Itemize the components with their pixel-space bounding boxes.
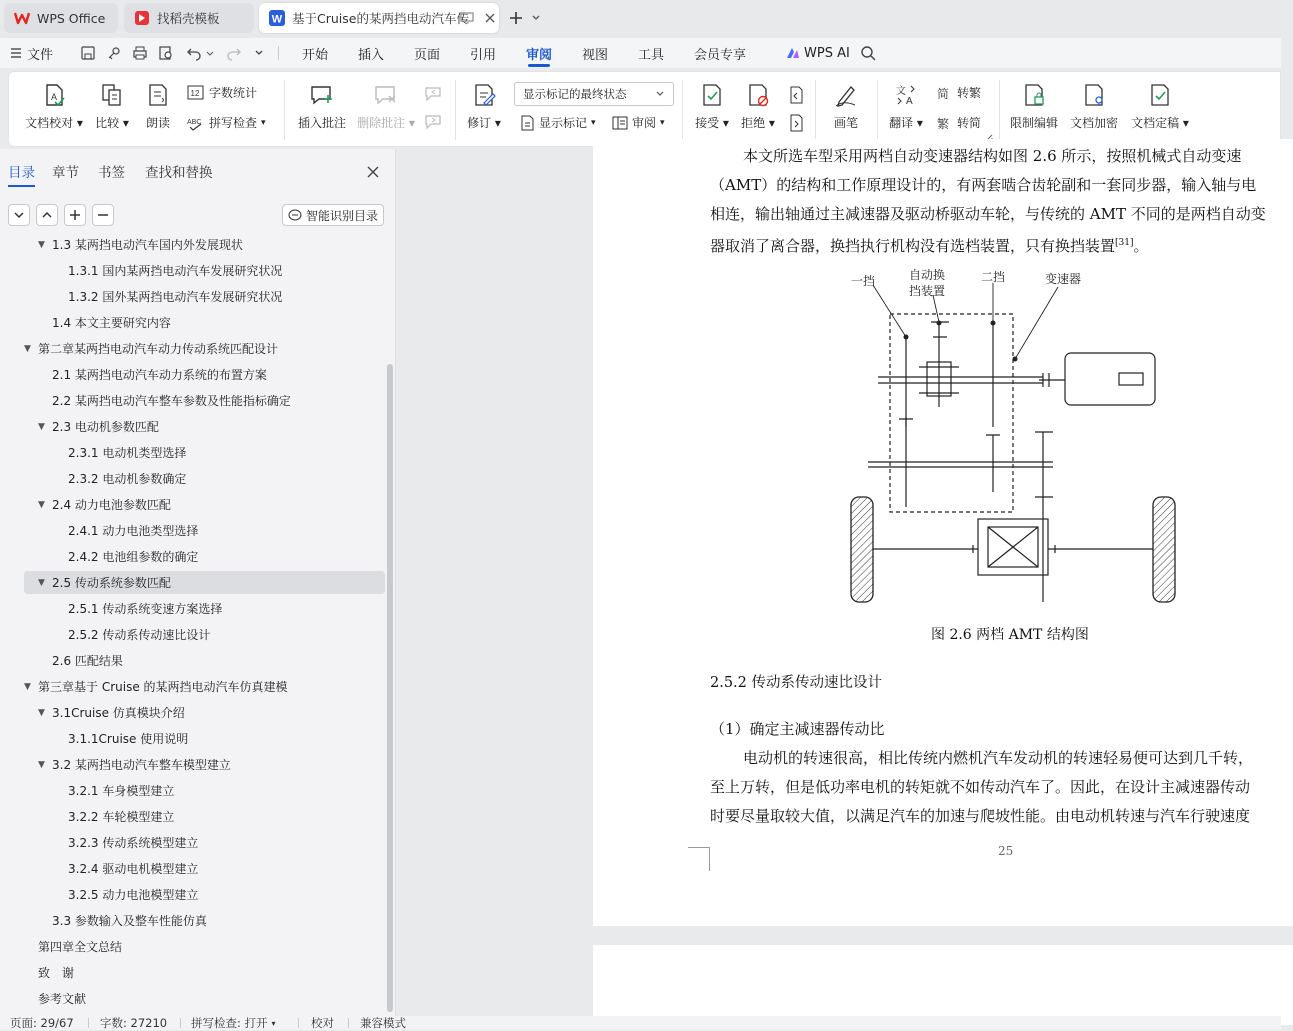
- compat-mode-indicator: 兼容模式: [360, 1016, 406, 1030]
- track-changes-button[interactable]: 修订 ▾: [465, 72, 503, 131]
- toc-item[interactable]: [24, 389, 385, 412]
- divider: [298, 1018, 299, 1028]
- toc-item[interactable]: [24, 987, 385, 1010]
- label-transmission: 变速器: [1045, 272, 1082, 286]
- svg-text:文: 文: [896, 86, 906, 97]
- to-traditional-label: 转繁: [957, 86, 982, 100]
- proofread-button[interactable]: A 文档校对 ▾: [23, 72, 85, 131]
- divider: [88, 1018, 89, 1028]
- toc-item-label: 2.5 传动系统参数匹配: [52, 576, 171, 590]
- key-icon[interactable]: [106, 45, 122, 61]
- expand-triangle-icon[interactable]: ▼: [38, 707, 45, 718]
- print-preview-icon[interactable]: [158, 45, 174, 61]
- toc-item[interactable]: [24, 831, 385, 854]
- toc-item-label: 2.5.1 传动系统变速方案选择: [68, 602, 223, 616]
- citation[interactable]: [31]: [1115, 238, 1134, 248]
- compare-button[interactable]: 比较 ▾: [91, 72, 133, 131]
- motor-terminal: [1119, 373, 1143, 385]
- toc-item[interactable]: [24, 805, 385, 828]
- document-page: [593, 139, 1293, 926]
- toc-item-label: 2.3.1 电动机类型选择: [68, 446, 187, 460]
- tab-find-replace[interactable]: 查找和替换: [145, 165, 213, 181]
- menu-item-insert[interactable]: 插入: [358, 47, 385, 63]
- close-pane-icon[interactable]: [366, 165, 380, 179]
- toc-item-label: 3.2 某两挡电动汽车整车模型建立: [52, 758, 231, 772]
- para2-line2: 至上万转，但是低功率电机的转矩就不如传动汽车了。因此，在设计主减速器传动: [710, 778, 1251, 796]
- toc-item[interactable]: [24, 545, 385, 568]
- spell-check-indicator[interactable]: [191, 1016, 276, 1030]
- toc-item[interactable]: [24, 285, 385, 308]
- toc-item-label: 3.1Cruise 仿真模块介绍: [52, 706, 185, 720]
- proofread-icon: [41, 82, 67, 108]
- to-traditional-button[interactable]: [937, 84, 981, 101]
- counter-shaft: [868, 462, 1053, 467]
- title-bar: [0, 0, 1281, 38]
- toc-item-label: 第二章某两挡电动汽车动力传动系统匹配设计: [38, 342, 279, 356]
- margin-mark: [688, 847, 710, 871]
- expand-triangle-icon[interactable]: ▼: [38, 421, 45, 432]
- group-divider: [815, 80, 816, 140]
- spell-status-label: 拼写检查: 打开: [191, 1016, 268, 1030]
- encrypt-button[interactable]: [1069, 72, 1119, 131]
- track-changes-icon: [471, 82, 497, 108]
- hamburger-icon: [10, 47, 22, 59]
- proofread-label: 文档校对: [25, 116, 74, 130]
- toc-item-label: 参考文献: [38, 992, 87, 1006]
- toc-item-label: 1.3.2 国外某两挡电动汽车发展研究状况: [68, 290, 283, 304]
- show-markup-icon: [519, 115, 535, 131]
- para1-end: 。: [1133, 237, 1149, 255]
- left-wheel: [851, 497, 873, 602]
- wps-logo-icon: [14, 10, 30, 26]
- motor-body: [1065, 353, 1155, 405]
- tab-bookmarks[interactable]: 书签: [98, 165, 125, 181]
- add-heading-button[interactable]: [64, 204, 86, 226]
- menu-item-member[interactable]: 会员专享: [694, 47, 747, 63]
- para1-line4: [710, 229, 1149, 261]
- toc-item-label: 3.2.3 传动系统模型建立: [68, 836, 199, 850]
- toc-item[interactable]: [24, 441, 385, 464]
- tab-templates[interactable]: [124, 3, 254, 33]
- word-count-icon: [187, 85, 205, 101]
- svg-text:A: A: [906, 96, 913, 107]
- para1-line3: 相连，输出轴通过主减速器及驱动桥驱动车轮，与传统的 AMT 不同的是两档自动变: [710, 205, 1266, 223]
- delete-comment-button[interactable]: 删除批注 ▾: [355, 72, 417, 131]
- divider: [278, 46, 279, 60]
- tab-toc[interactable]: 目录: [8, 161, 35, 181]
- section-heading: 2.5.2 传动系传动速比设计: [710, 675, 883, 691]
- menu-item-view[interactable]: 视图: [582, 47, 609, 63]
- search-icon[interactable]: [860, 45, 876, 61]
- toc-item-label: 2.4.1 动力电池类型选择: [68, 524, 199, 538]
- toc-item-label: 第三章基于 Cruise 的某两挡电动汽车仿真建模: [38, 680, 288, 694]
- menu-item-references[interactable]: 引用: [470, 47, 497, 63]
- page-indicator[interactable]: 页面: 29/67: [10, 1016, 74, 1030]
- toc-item[interactable]: [24, 649, 385, 672]
- tab-label: 基于Cruise的某两挡电动汽车传: [292, 11, 469, 26]
- tab-chapters[interactable]: 章节: [52, 165, 79, 181]
- read-aloud-label: 朗读: [145, 116, 170, 130]
- show-markup-button[interactable]: 显示标记 ▾: [519, 114, 596, 131]
- toc-item-label: 1.3 某两挡电动汽车国内外发展现状: [52, 238, 243, 252]
- next-page: [593, 945, 1293, 1025]
- sub-heading: （1）确定主减速器传动比: [710, 720, 885, 738]
- restrict-editing-label: 限制编辑: [1009, 116, 1058, 130]
- toc-item-label: 1.4 本文主要研究内容: [52, 316, 171, 330]
- markup-state-value: 显示标记的最终状态: [523, 87, 627, 101]
- chevron-down-icon: [655, 89, 665, 99]
- word-count-label: 字数统计: [209, 86, 258, 100]
- toc-item[interactable]: [24, 571, 385, 594]
- toc-item-label: 2.6 匹配结果: [52, 654, 123, 668]
- file-menu[interactable]: [10, 38, 53, 68]
- status-bar: [0, 1016, 1281, 1030]
- reject-icon: [745, 82, 771, 108]
- toc-item[interactable]: [24, 675, 385, 698]
- insert-comment-icon: [309, 82, 335, 108]
- toc-scrollbar[interactable]: [387, 364, 393, 1012]
- group-divider: [999, 80, 1000, 140]
- toc-item[interactable]: [24, 233, 385, 256]
- lock-doc-icon: [1021, 82, 1047, 108]
- spell-check-button[interactable]: ABC 拼写检查 ▾: [187, 116, 266, 130]
- remove-heading-button[interactable]: [92, 204, 114, 226]
- svg-text:W: W: [271, 13, 283, 26]
- wps-ai-button[interactable]: [786, 38, 850, 68]
- menu-item-review[interactable]: 审阅: [526, 38, 552, 68]
- chevron-up-icon: [42, 210, 52, 220]
- document-area: [397, 149, 1281, 1016]
- collapse-button[interactable]: [8, 204, 30, 226]
- insert-comment-label: 插入批注: [297, 116, 346, 130]
- file-label: 文件: [27, 47, 54, 63]
- menu-item-page[interactable]: 页面: [414, 47, 441, 63]
- traditional-icon: [937, 85, 953, 101]
- review-pane-button[interactable]: 审阅 ▾: [612, 114, 665, 131]
- chevron-down-icon[interactable]: [531, 13, 541, 23]
- toc-item-label: 3.2.1 车身模型建立: [68, 784, 175, 798]
- print-icon[interactable]: [132, 45, 148, 61]
- pen-icon: [833, 82, 859, 108]
- toc-item-label: 2.3.2 电动机参数确定: [68, 472, 187, 486]
- monitor-icon[interactable]: [459, 10, 475, 26]
- expand-triangle-icon[interactable]: ▼: [38, 499, 45, 510]
- toc-item-label: 1.3.1 国内某两挡电动汽车发展研究状况: [68, 264, 283, 278]
- toc-item[interactable]: [24, 753, 385, 776]
- delete-comment-icon: [373, 82, 399, 108]
- finalize-label: 文档定稿: [1131, 116, 1180, 130]
- toc-item-label: 2.2 某两挡电动汽车整车参数及性能指标确定: [52, 394, 291, 408]
- toc-item-label: 2.3 电动机参数匹配: [52, 420, 159, 434]
- expand-triangle-icon[interactable]: ▼: [38, 239, 45, 250]
- read-aloud-button[interactable]: [143, 72, 173, 131]
- toc-item[interactable]: [24, 415, 385, 438]
- chevron-down-icon: ▾: [271, 1018, 276, 1028]
- word-count-indicator[interactable]: 字数: 27210: [100, 1016, 168, 1030]
- accept-label: 接受: [695, 116, 720, 130]
- smart-toc-icon: [288, 209, 302, 221]
- group-divider: [455, 80, 456, 140]
- wps-ai-label: WPS AI: [804, 45, 850, 61]
- toc-item-label: 3.2.2 车轮模型建立: [68, 810, 175, 824]
- divider: [180, 1018, 181, 1028]
- svg-text:ABC: ABC: [187, 118, 202, 126]
- toc-item-label: 2.5.2 传动系传动速比设计: [68, 628, 211, 642]
- accept-icon: [699, 82, 725, 108]
- undo-dropdown-icon[interactable]: [206, 50, 214, 58]
- toc-item-label: 2.4 动力电池参数匹配: [52, 498, 171, 512]
- toc-item[interactable]: [24, 857, 385, 880]
- restrict-editing-button[interactable]: [1009, 72, 1059, 131]
- toc-item[interactable]: [24, 909, 385, 932]
- toc-item[interactable]: [24, 363, 385, 386]
- toc-item[interactable]: [24, 311, 385, 334]
- toc-list: [0, 239, 386, 1016]
- toc-item[interactable]: [24, 259, 385, 282]
- toc-item[interactable]: [24, 493, 385, 516]
- review-pane-label: 审阅: [632, 116, 657, 130]
- para1-line2: （AMT）的结构和工作原理设计的，有两套啮合齿轮副和一套同步器，输入轴与电: [710, 176, 1257, 194]
- figure-caption: 图 2.6 两档 AMT 结构图: [931, 627, 1089, 643]
- expand-triangle-icon[interactable]: ▼: [24, 681, 31, 692]
- redo-icon[interactable]: [226, 45, 242, 61]
- right-wheel: [1153, 497, 1175, 602]
- toc-item-label: 2.1 某两挡电动汽车动力系统的布置方案: [52, 368, 267, 382]
- svg-text:繁: 繁: [937, 116, 950, 131]
- para1-line4-text: 器取消了离合器，换挡执行机构没有选档装置，只有换挡装置: [710, 237, 1116, 255]
- reject-label: 拒绝: [741, 116, 766, 130]
- group-divider: [877, 80, 878, 140]
- word-count-button[interactable]: [187, 84, 257, 101]
- tab-wps-office[interactable]: [4, 3, 118, 33]
- menu-item-tools[interactable]: 工具: [638, 47, 665, 63]
- ink-button[interactable]: [831, 72, 861, 131]
- next-change-icon[interactable]: [787, 114, 805, 132]
- label-auto-shift-2: 挡装置: [909, 284, 946, 298]
- label-first-gear: 一挡: [851, 274, 876, 288]
- compare-label: 比较: [95, 116, 120, 130]
- label-second-gear: 二挡: [981, 270, 1006, 284]
- save-icon[interactable]: [80, 45, 96, 61]
- ink-label: 画笔: [833, 116, 858, 130]
- prev-comment-icon[interactable]: [424, 86, 442, 102]
- translate-label: 翻译: [889, 116, 914, 130]
- toc-item-label: 2.4.2 电池组参数的确定: [68, 550, 199, 564]
- label-auto-shift-1: 自动换: [909, 268, 946, 282]
- para2-line3: 时要尽量取较大值，以满足汽车的加速与爬坡性能。由电动机转速与汽车行驶速度: [710, 807, 1251, 825]
- group-divider: [682, 80, 683, 140]
- toc-item-label: 第四章全文总结: [38, 940, 123, 954]
- page-number: 25: [998, 844, 1014, 858]
- close-tab-icon[interactable]: [482, 10, 498, 26]
- tab-label: WPS Office: [37, 10, 106, 26]
- toc-item-label: 致 谢: [38, 966, 75, 980]
- input-shaft: [878, 377, 1043, 383]
- finalize-icon: [1147, 82, 1173, 108]
- to-simplified-label: 转简: [957, 116, 982, 130]
- show-markup-label: 显示标记: [539, 116, 588, 130]
- insert-comment-button[interactable]: [295, 72, 349, 131]
- amt-structure-figure: [843, 267, 1183, 607]
- para1-line1: 本文所选车型采用两档自动变速器结构如图 2.6 所示，按照机械式自动变速: [743, 147, 1242, 165]
- toc-item-label: 3.2.5 动力电池模型建立: [68, 888, 199, 902]
- navigation-pane: [0, 149, 396, 1016]
- undo-icon[interactable]: [186, 45, 202, 61]
- translate-icon: [893, 82, 919, 108]
- wps-ai-icon: [786, 46, 800, 60]
- quick-access-chevron-icon[interactable]: [254, 48, 264, 58]
- tab-label: 找稻壳模板: [157, 11, 220, 26]
- expand-triangle-icon[interactable]: ▼: [38, 759, 45, 770]
- review-pane-icon: [612, 115, 628, 131]
- menu-bar: [0, 38, 1281, 68]
- minus-icon: [98, 210, 108, 220]
- toc-item[interactable]: [24, 883, 385, 906]
- toc-item[interactable]: [24, 935, 385, 958]
- toc-item[interactable]: [24, 519, 385, 542]
- toc-item-label: 3.3 参数输入及整车性能仿真: [52, 914, 207, 928]
- docer-logo-icon: [134, 10, 150, 26]
- translate-button[interactable]: 文 A 翻译 ▾: [887, 72, 925, 131]
- toc-item-label: 3.1.1Cruise 使用说明: [68, 732, 189, 746]
- reject-button[interactable]: 拒绝 ▾: [739, 72, 777, 131]
- toc-item[interactable]: [24, 961, 385, 984]
- group-divider: [284, 80, 285, 140]
- delete-comment-label: 删除批注: [357, 116, 406, 130]
- prev-change-icon[interactable]: [787, 86, 805, 104]
- smart-toc-button[interactable]: [282, 204, 384, 226]
- final-drive-gear: [1035, 432, 1053, 602]
- toc-item[interactable]: [24, 467, 385, 490]
- toc-item[interactable]: [24, 597, 385, 620]
- toc-item[interactable]: [24, 779, 385, 802]
- spell-check-label: 拼写检查: [209, 116, 258, 130]
- new-tab-icon[interactable]: [508, 10, 524, 26]
- toc-item[interactable]: [24, 623, 385, 646]
- svg-text:简: 简: [937, 86, 950, 101]
- expand-up-button[interactable]: [36, 204, 58, 226]
- svg-text:A: A: [50, 92, 58, 102]
- proof-indicator[interactable]: 校对: [311, 1016, 334, 1030]
- finalize-button[interactable]: 文档定稿 ▾: [1129, 72, 1191, 131]
- tab-document[interactable]: [259, 3, 499, 33]
- transmission-housing: [890, 314, 1013, 512]
- toc-item[interactable]: [24, 727, 385, 750]
- simplified-icon: [937, 115, 953, 131]
- smart-toc-label: 智能识别目录: [305, 208, 378, 223]
- compare-icon: [99, 82, 125, 108]
- para2-line1: 电动机的转速很高，相比传统内燃机汽车发动机的转速轻易便可达到几千转，: [743, 749, 1254, 767]
- menu-item-start[interactable]: 开始: [302, 47, 329, 63]
- to-simplified-button[interactable]: [937, 114, 981, 131]
- expand-triangle-icon[interactable]: ▼: [38, 577, 45, 588]
- next-comment-icon[interactable]: [424, 114, 442, 130]
- encrypt-label: 文档加密: [1069, 116, 1118, 130]
- toc-item[interactable]: [24, 337, 385, 360]
- toc-item[interactable]: [24, 701, 385, 724]
- spell-check-icon: [187, 115, 205, 131]
- markup-state-select[interactable]: [514, 82, 674, 106]
- expand-triangle-icon[interactable]: ▼: [24, 343, 31, 354]
- svg-text:12: 12: [190, 88, 200, 98]
- shaft-coupling: [1039, 373, 1065, 387]
- plus-icon: [70, 210, 80, 220]
- accept-button[interactable]: 接受 ▾: [693, 72, 731, 131]
- encrypt-icon: [1081, 82, 1107, 108]
- chevron-down-icon: [14, 210, 24, 220]
- word-doc-icon: [269, 10, 285, 26]
- divider: [348, 1018, 349, 1028]
- track-changes-label: 修订: [467, 116, 492, 130]
- review-ribbon: [8, 71, 1281, 147]
- toc-item-label: 3.2.4 驱动电机模型建立: [68, 862, 199, 876]
- read-aloud-icon: [145, 82, 171, 108]
